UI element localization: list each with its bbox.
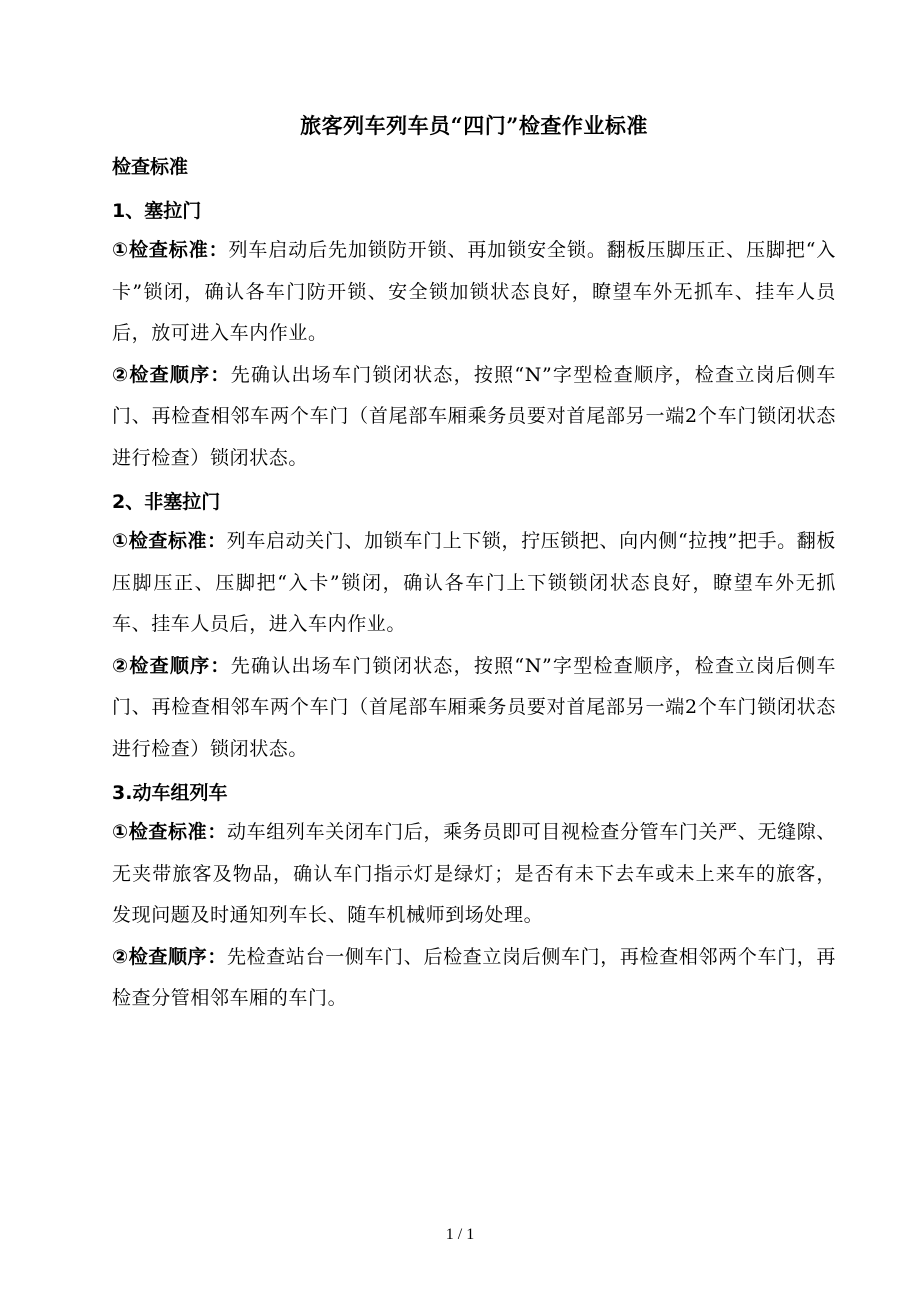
section-emu-train	[112, 778, 836, 1020]
paragraph-label: ①检查标准：	[112, 530, 227, 552]
paragraph-text: 先确认出场车门锁闭状态，按照“N”字型检查顺序，检查立岗后侧车门、再检查相邻车两个车门（首尾部车厢乘务员要对首尾部另一端2个车门锁闭状态进行检查）锁闭状态。	[112, 654, 836, 760]
paragraph	[112, 646, 836, 771]
paragraph	[112, 937, 836, 1020]
section-title: 2、非塞拉门	[112, 491, 221, 513]
paragraph-text: 先确认出场车门锁闭状态，按照“N”字型检查顺序，检查立岗后侧车门、再检查相邻车两个车门（首尾部车厢乘务员要对首尾部另一端2个车门锁闭状态进行检查）锁闭状态。	[112, 363, 836, 469]
page-number: 1 / 1	[445, 1226, 475, 1243]
section-title: 3.动车组列车	[112, 782, 228, 804]
paragraph-text: 动车组列车关闭车门后，乘务员即可目视检查分管车门关严、无缝隙、无夹带旅客及物品，确认车门指示灯是绿灯；是否有未下去车或未上来车的旅客，发现问题及时通知列车长、随车机械师到场处理。	[112, 821, 837, 926]
paragraph-label: ①检查标准：	[112, 821, 227, 843]
paragraph-label: ②检查顺序：	[112, 654, 231, 677]
paragraph-label: ①检查标准：	[112, 239, 229, 261]
paragraph-label: ②检查顺序：	[112, 945, 227, 968]
section-non-sliding-door	[112, 487, 836, 770]
section-title: 1、塞拉门	[112, 200, 202, 222]
section-heading: 检查标准	[112, 156, 189, 178]
paragraph-text: 列车启动后先加锁防开锁、再加锁安全锁。翻板压脚压正、压脚把“入卡”锁闭，确认各车门防开锁、安全锁加锁状态良好，瞭望车外无抓车、挂车人员后，放可进入车内作业。	[112, 239, 836, 344]
paragraph	[112, 230, 836, 355]
section-sliding-door	[112, 196, 836, 479]
paragraph	[112, 521, 836, 646]
paragraph-label: ②检查顺序：	[112, 363, 231, 386]
paragraph	[112, 355, 836, 480]
paragraph-text: 列车启动关门、加锁车门上下锁，拧压锁把、向内侧“拉拽”把手。翻板压脚压正、压脚把“入卡”锁闭，确认各车门上下锁锁闭状态良好，瞭望车外无抓车、挂车人员后，进入车内作业。	[112, 530, 836, 635]
paragraph-text: 先检查站台一侧车门、后检查立岗后侧车门，再检查相邻两个车门，再检查分管相邻车厢的车门。	[112, 945, 837, 1009]
document-title: 旅客列车列车员“四门”检查作业标准	[300, 113, 648, 138]
document-page	[112, 110, 836, 1020]
paragraph	[112, 812, 836, 937]
